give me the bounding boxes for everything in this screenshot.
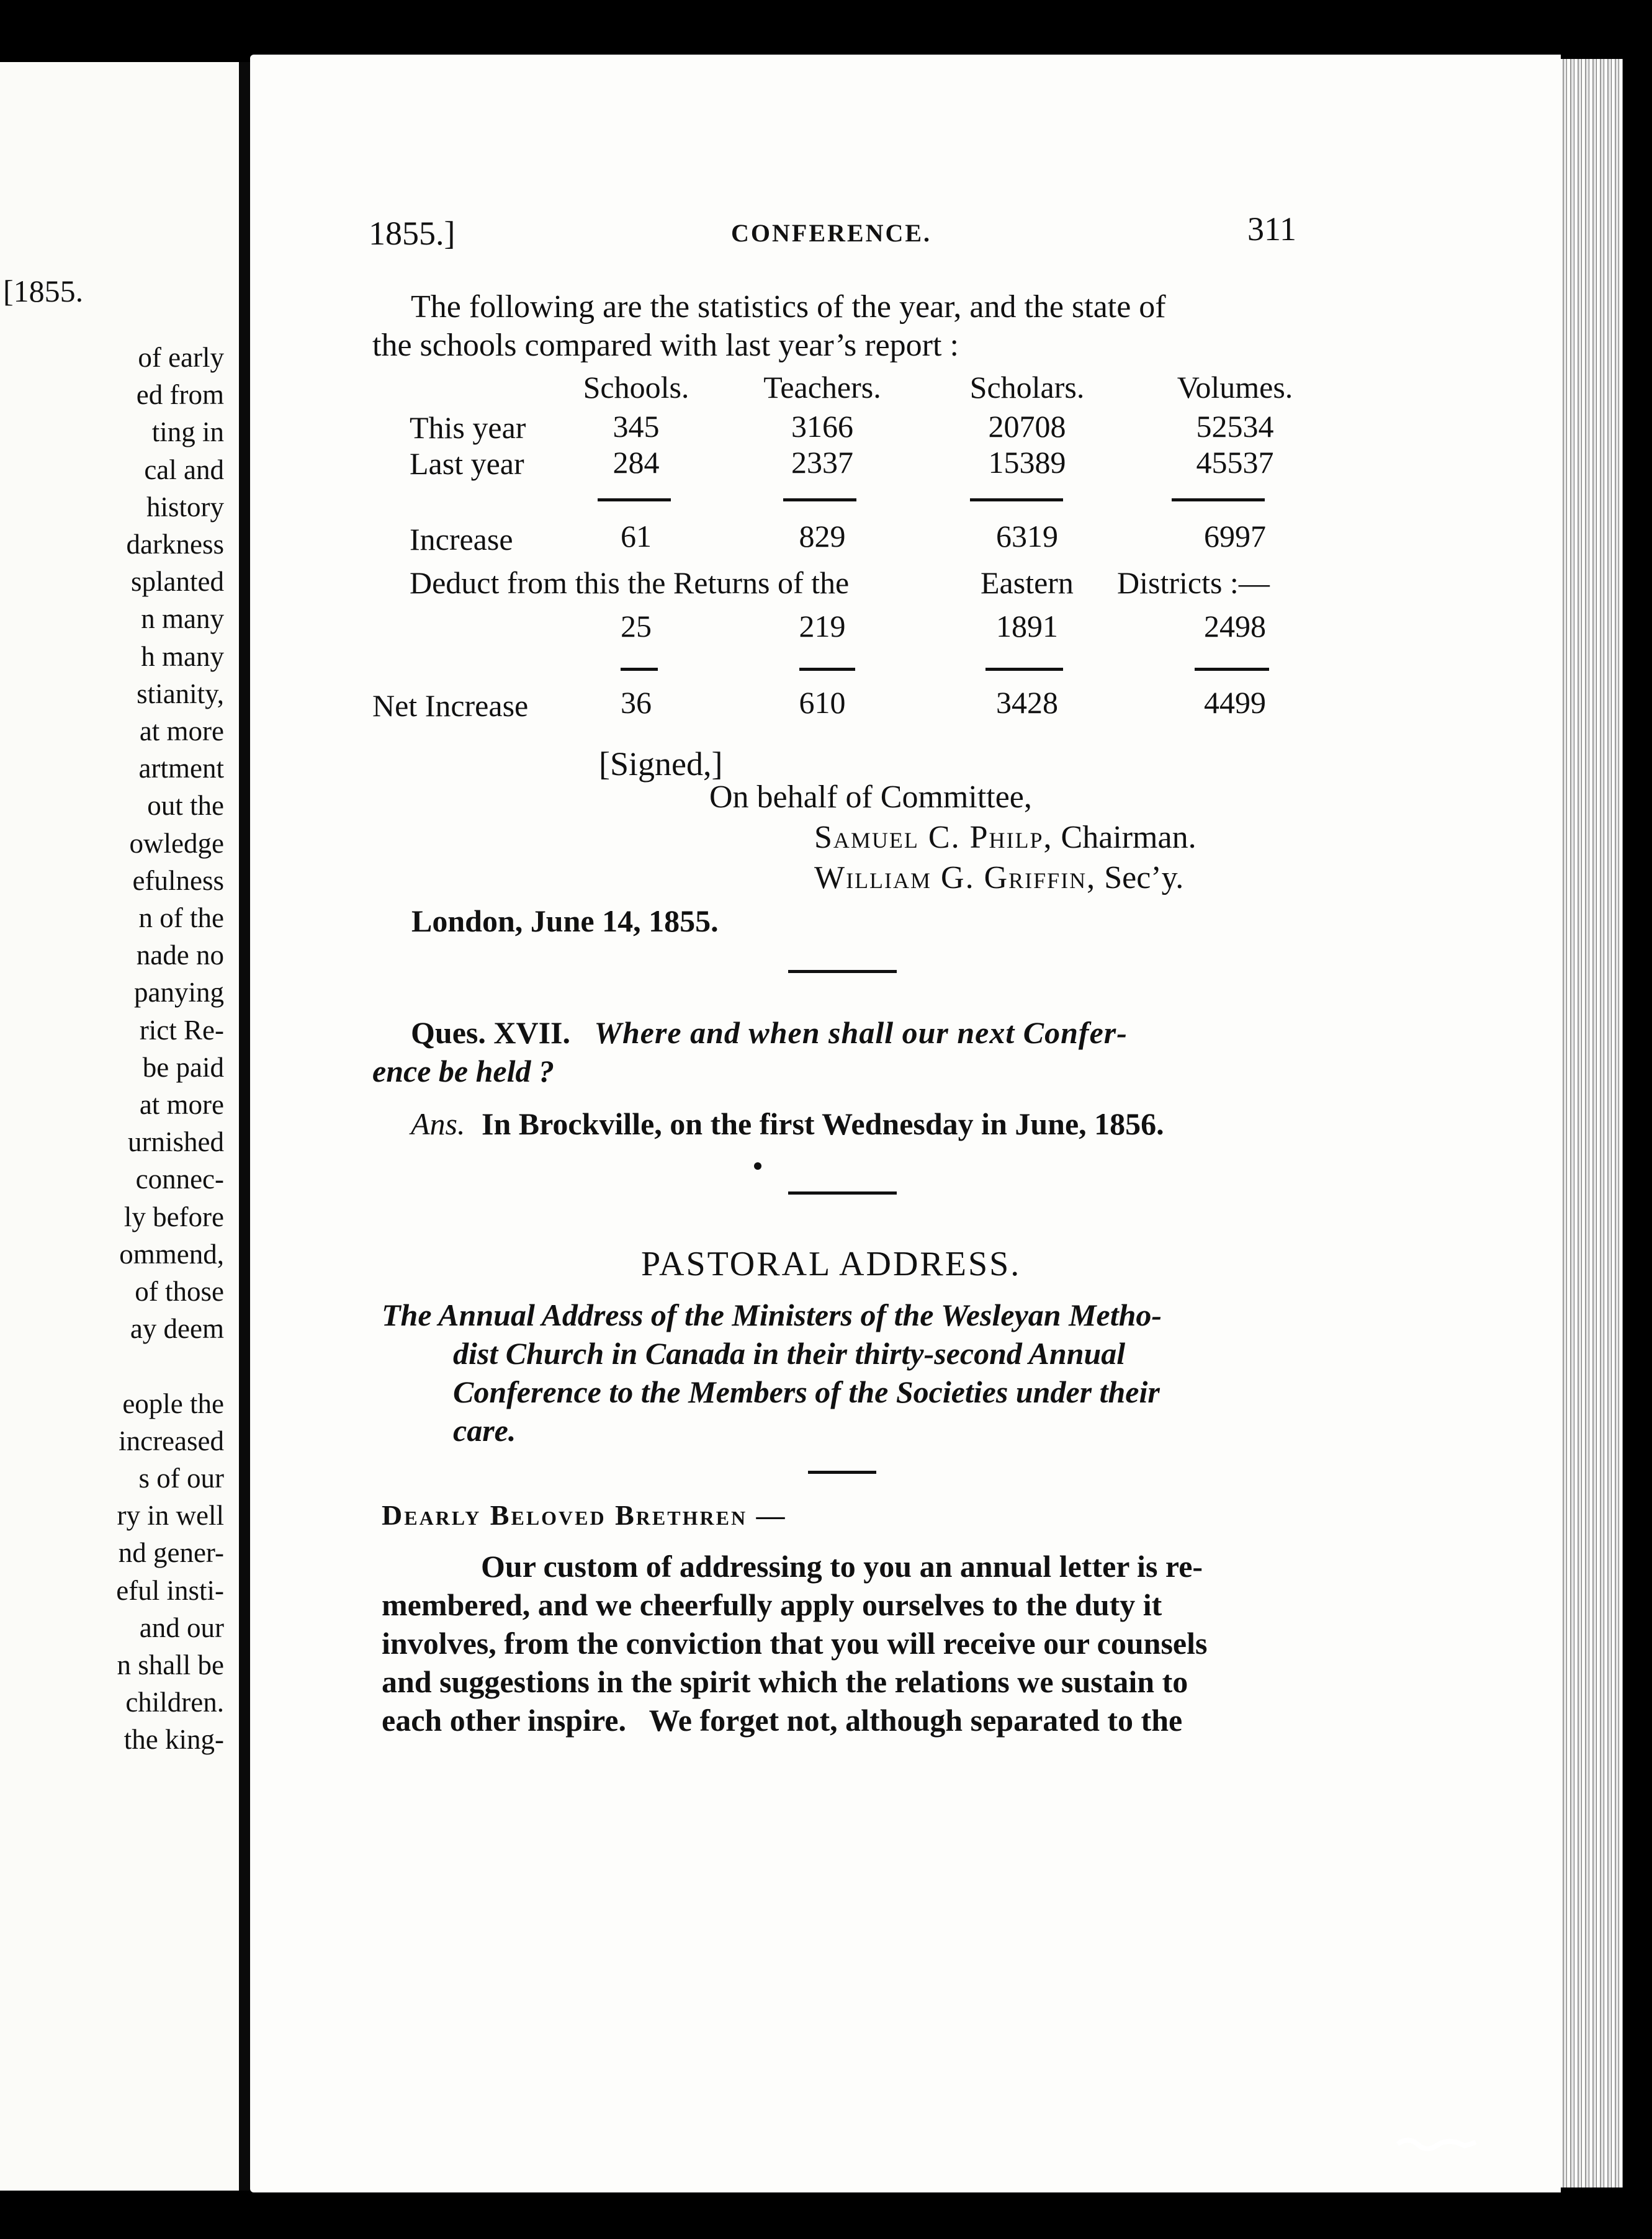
left-page-line: n many	[141, 603, 224, 635]
column-header-volumes: Volumes.	[1177, 370, 1293, 405]
address-subtitle-line: dist Church in Canada in their thirty-second Annual	[453, 1336, 1126, 1371]
question-text: Where and when shall our next Confer-	[594, 1015, 1128, 1050]
section-divider	[788, 970, 897, 973]
salutation: Dearly Beloved Brethren —	[382, 1499, 787, 1531]
left-page-line: artment	[138, 753, 224, 784]
column-rule	[985, 668, 1063, 671]
answer-text: In Brockville, on the first Wednesday in June, 1856.	[482, 1106, 1164, 1141]
deduct-label-districts: Districts :—	[1117, 565, 1270, 600]
left-page-line: s of our	[138, 1463, 224, 1494]
left-page-line: be paid	[142, 1051, 224, 1083]
chairman-name: Samuel C. Philp,	[814, 820, 1053, 855]
table-cell: 20708	[988, 409, 1066, 444]
column-rule	[1195, 668, 1269, 671]
question-label: Ques. XVII.	[411, 1015, 570, 1050]
question-line-2: ence be held ?	[372, 1054, 554, 1088]
section-heading: PASTORAL ADDRESS.	[641, 1245, 1021, 1283]
address-subtitle-line: Conference to the Members of the Societies under their	[453, 1375, 1160, 1409]
body-line: Our custom of addressing to you an annual letter is re-	[481, 1549, 1203, 1584]
left-page-line: history	[146, 491, 224, 523]
left-page-line: efulness	[132, 864, 224, 896]
column-rule	[783, 498, 856, 501]
table-cell: 15389	[988, 445, 1066, 480]
left-page-line: at more	[139, 716, 224, 747]
signed-mark: [Signed,]	[599, 745, 723, 783]
left-page-line: darkness	[126, 529, 224, 560]
column-rule	[598, 498, 671, 501]
body-line: involves, from the conviction that you will receive our counsels	[382, 1626, 1208, 1661]
column-rule	[621, 668, 658, 671]
header-year: 1855.]	[369, 215, 456, 252]
row-label-last-year: Last year	[410, 446, 524, 481]
left-page-line: rict Re-	[139, 1014, 224, 1046]
left-page-line: stianity,	[137, 678, 224, 709]
left-page-line: and our	[139, 1612, 224, 1643]
column-header-schools: Schools.	[583, 370, 689, 405]
body-line: membered, and we cheerfully apply ourselves to the duty it	[382, 1587, 1162, 1622]
left-page-header: [1855.	[3, 274, 84, 308]
row-label-net-increase: Net Increase	[372, 688, 529, 723]
deduct-label: Deduct from this the Returns of the	[410, 565, 850, 600]
left-page-line: n shall be	[117, 1649, 224, 1680]
table-cell: 6319	[996, 519, 1058, 554]
left-page-line: the king-	[123, 1724, 224, 1756]
left-page-line: h many	[141, 640, 224, 672]
table-cell: 45537	[1196, 445, 1274, 480]
left-page-line: children.	[125, 1687, 224, 1718]
scan-artifact	[1396, 2135, 1477, 2153]
section-divider	[808, 1471, 876, 1474]
left-page-line: ting in	[151, 416, 224, 448]
table-cell: 36	[621, 685, 652, 720]
column-rule	[970, 498, 1063, 501]
intro-line-2: the schools compared with last year’s report :	[372, 328, 959, 363]
left-page-line: of those	[135, 1276, 224, 1307]
left-page-line: urnished	[128, 1126, 224, 1158]
table-cell: 3166	[791, 409, 853, 444]
left-page-line: out the	[147, 790, 224, 822]
left-page-line: increased	[119, 1425, 224, 1456]
behalf-line: On behalf of Committee,	[709, 779, 1032, 815]
left-page-fragment	[0, 62, 241, 2191]
table-cell: 345	[613, 409, 660, 444]
answer-label: Ans.	[411, 1106, 465, 1141]
secretary-name: William G. Griffin,	[814, 860, 1097, 895]
body-line: each other inspire. We forget not, although separated to the	[382, 1703, 1183, 1738]
left-page-line: nd gener-	[118, 1537, 224, 1569]
answer-line	[411, 1106, 1164, 1142]
left-page-line: at more	[139, 1089, 224, 1120]
left-page-line: splanted	[131, 566, 224, 598]
section-divider	[788, 1191, 897, 1195]
intro-line-1: The following are the statistics of the year, and the state of	[411, 289, 1166, 325]
row-label-increase: Increase	[410, 522, 513, 557]
address-subtitle-line: The Annual Address of the Ministers of the Wesleyan Metho-	[382, 1298, 1162, 1332]
table-cell: 3428	[996, 685, 1058, 720]
left-page-line: cal and	[144, 454, 224, 485]
book-gutter	[239, 62, 250, 2191]
left-page-line: ly before	[123, 1201, 224, 1232]
left-page-line: eful insti-	[116, 1574, 224, 1606]
table-cell: 2337	[791, 445, 853, 480]
place-date: London, June 14, 1855.	[411, 904, 719, 938]
left-page-line: eople the	[122, 1388, 224, 1419]
left-page-line: nade no	[136, 940, 224, 971]
table-cell: 284	[613, 445, 660, 480]
table-cell: 6997	[1204, 519, 1266, 554]
chairman-title: Chairman.	[1053, 820, 1196, 855]
chairman-line	[814, 819, 1196, 856]
table-cell: 61	[621, 519, 652, 554]
column-header-scholars: Scholars.	[969, 370, 1085, 405]
table-cell: 219	[799, 609, 846, 644]
deduct-label-eastern: Eastern	[981, 565, 1074, 600]
column-rule	[799, 668, 855, 671]
table-cell: 1891	[996, 609, 1058, 644]
table-cell: 829	[799, 519, 846, 554]
left-page-line: panying	[134, 977, 224, 1008]
left-page-line: ed from	[136, 379, 224, 411]
address-subtitle-line: care.	[453, 1413, 516, 1448]
secretary-line	[814, 859, 1183, 896]
table-cell: 4499	[1204, 685, 1266, 720]
page-number: 311	[1247, 210, 1296, 248]
left-page-line: of early	[138, 342, 224, 373]
left-page-line: ommend,	[119, 1238, 224, 1270]
left-page-line: n of the	[138, 902, 224, 933]
secretary-title: Sec’y.	[1096, 860, 1184, 895]
table-cell: 2498	[1204, 609, 1266, 644]
ink-dot	[754, 1162, 761, 1170]
row-label-this-year: This year	[410, 410, 526, 445]
left-page-line: connec-	[135, 1164, 224, 1195]
table-cell: 52534	[1196, 409, 1274, 444]
left-page-line: ry in well	[117, 1500, 224, 1532]
left-page-line: ay deem	[130, 1313, 224, 1345]
column-header-teachers: Teachers.	[763, 370, 881, 405]
header-title: CONFERENCE.	[731, 219, 932, 247]
left-page-line: owledge	[129, 827, 224, 859]
table-cell: 610	[799, 685, 846, 720]
question-line-1	[411, 1015, 1128, 1051]
body-line: and suggestions in the spirit which the relations we sustain to	[382, 1664, 1188, 1699]
table-cell: 25	[621, 609, 652, 644]
column-rule	[1172, 498, 1265, 501]
